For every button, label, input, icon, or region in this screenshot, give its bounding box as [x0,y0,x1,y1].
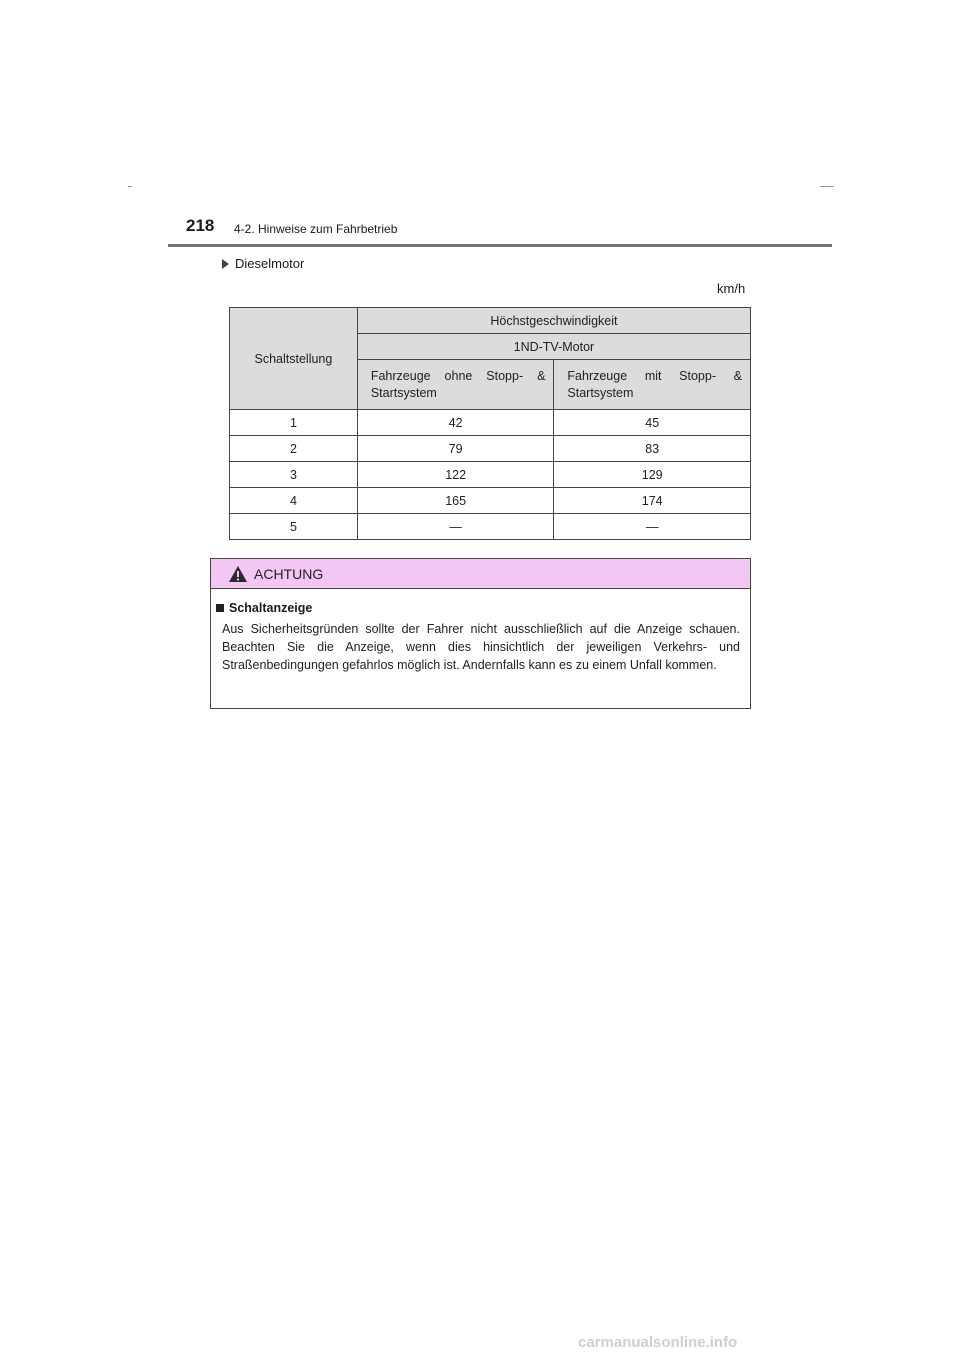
header-variant-with: Fahrzeuge mit Stopp- & Startsystem [554,360,751,410]
cell-gear: 5 [230,514,358,540]
cell-without: 42 [357,410,554,436]
header-rule [168,244,832,247]
cell-gear: 3 [230,462,358,488]
cell-with: 129 [554,462,751,488]
table-row [230,462,751,488]
triangle-bullet-icon [222,259,229,269]
cell-with: 83 [554,436,751,462]
table-row [230,514,751,540]
crop-mark-left [128,186,132,187]
header-gear: Schaltstellung [230,308,358,410]
cell-without: 122 [357,462,554,488]
header-variant-without: Fahrzeuge ohne Stopp- & Startsystem [357,360,554,410]
cell-gear: 4 [230,488,358,514]
table-row [230,488,751,514]
subheading [222,256,304,271]
warning-item-title: Schaltanzeige [229,601,313,615]
section-title: 4-2. Hinweise zum Fahrbetrieb [234,222,398,236]
warning-box [210,558,751,709]
warning-item-text: Aus Sicherheitsgründen sollte der Fahrer nicht ausschließlich auf die Anzeige schauen. Beachten Sie die Anzeige, wenn dies hinsichtlich der jeweiligen Verkehrs- und Straßenbedingungen gefahrlos möglich ist. Andernfalls kann es zu einem Unfall kommen. [222,622,740,672]
warning-header [211,559,750,589]
table-row [230,436,751,462]
header-engine: 1ND-TV-Motor [357,334,750,360]
cell-with: 174 [554,488,751,514]
subheading-text: Dieselmotor [235,256,305,271]
warning-title: ACHTUNG [254,565,324,582]
cell-with: 45 [554,410,751,436]
warning-item-heading [216,601,740,615]
warning-triangle-icon [228,565,248,583]
cell-without: 165 [357,488,554,514]
square-bullet-icon [216,604,224,612]
speed-table [229,307,751,540]
cell-without: 79 [357,436,554,462]
table-header-row [230,308,751,334]
cell-without: — [357,514,554,540]
cell-gear: 1 [230,410,358,436]
page-number: 218 [186,216,215,235]
footer-watermark: carmanualsonline.info [578,1334,738,1351]
header-speed: Höchstgeschwindigkeit [357,308,750,334]
unit-label: km/h [717,281,746,296]
warning-body [211,589,750,674]
crop-mark-right [820,186,834,187]
cell-with: — [554,514,751,540]
cell-gear: 2 [230,436,358,462]
table-row [230,410,751,436]
